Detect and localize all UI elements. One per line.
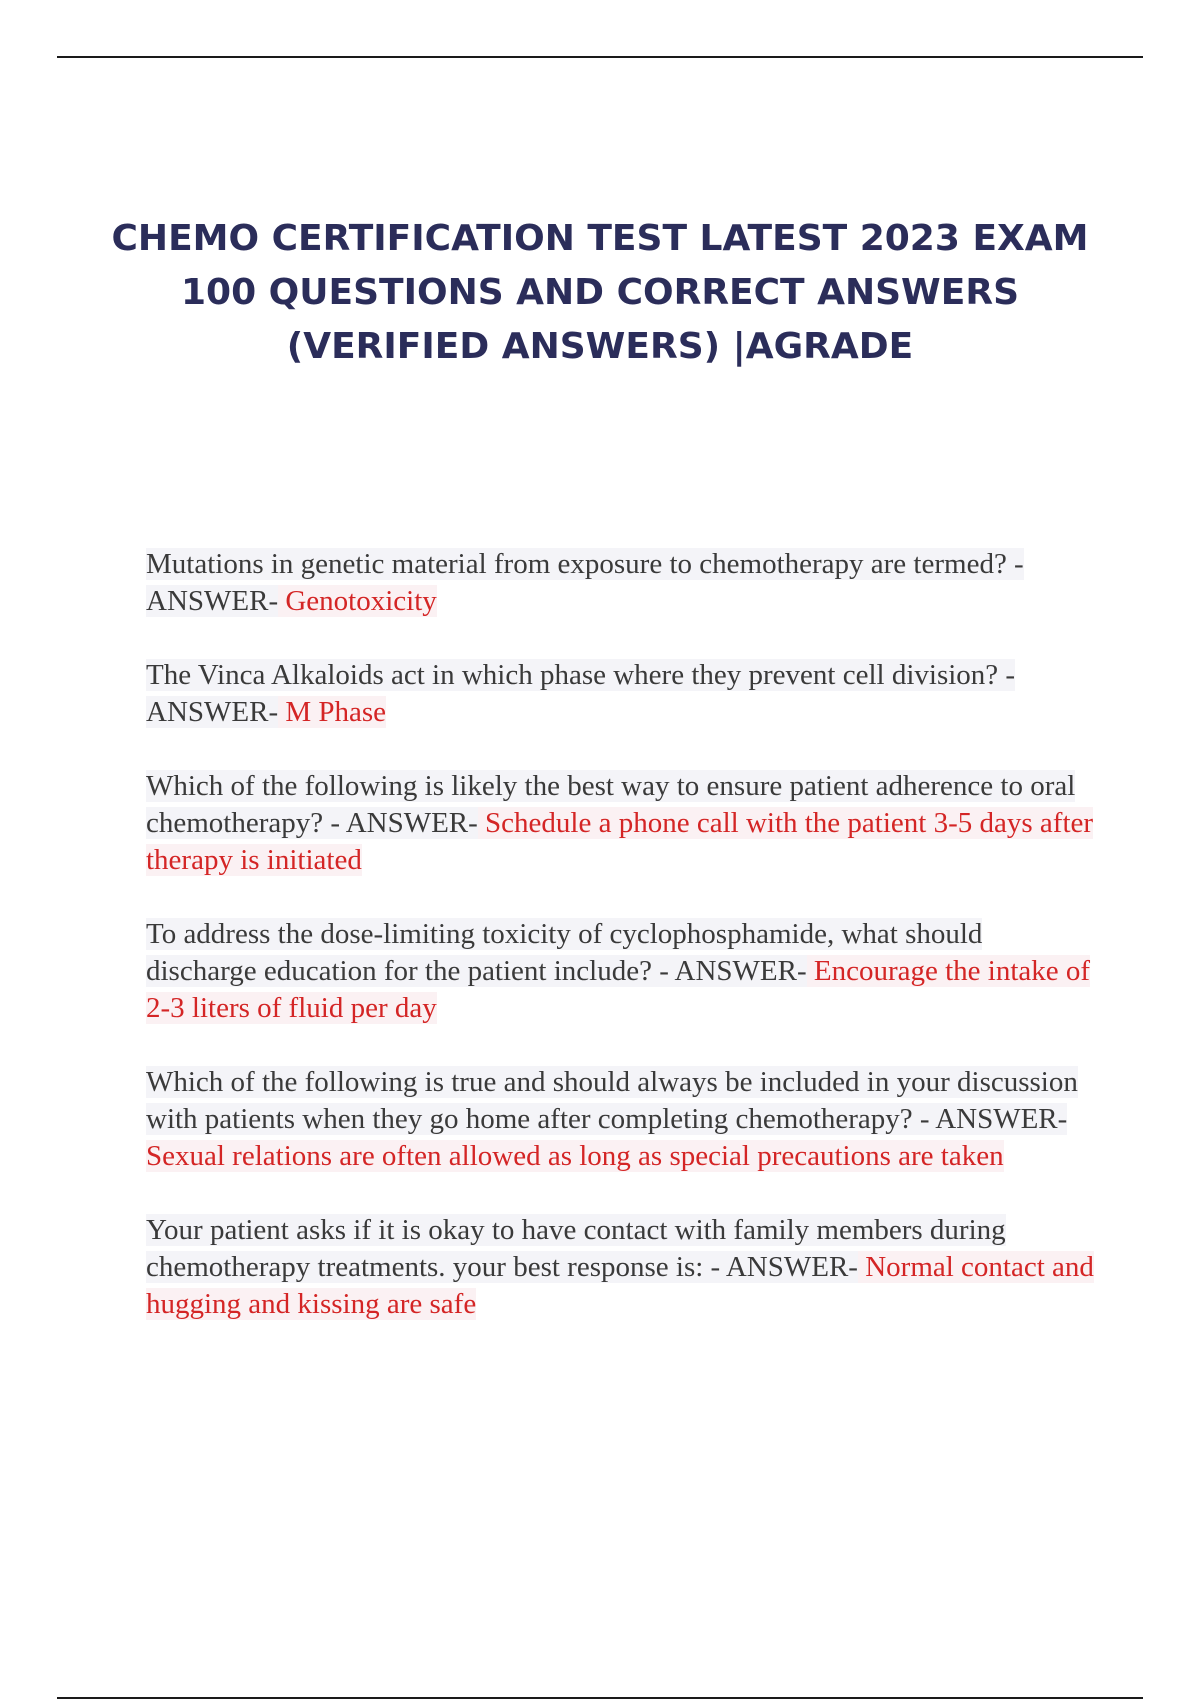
qa-item bbox=[146, 546, 1096, 620]
question-text: Your patient asks if it is okay to have contact with family members during chemotherapy treatments. your best response is: - bbox=[146, 1214, 1006, 1283]
answer-text: Genotoxicity bbox=[278, 585, 437, 617]
qa-item bbox=[146, 916, 1096, 1027]
question-text: The Vinca Alkaloids act in which phase where they prevent cell division? - bbox=[146, 659, 1016, 691]
top-divider bbox=[57, 56, 1143, 58]
answer-label: ANSWER- bbox=[725, 1251, 858, 1283]
answer-text: Sexual relations are often allowed as long as special precautions are taken bbox=[146, 1140, 1004, 1172]
answer-text: M Phase bbox=[278, 696, 387, 728]
answer-text: Normal contact and hugging and kissing are safe bbox=[146, 1251, 1094, 1320]
question-text: To address the dose-limiting toxicity of cyclophosphamide, what should discharge education for the patient include? - bbox=[146, 918, 983, 987]
answer-label: ANSWER- bbox=[674, 955, 807, 987]
qa-list bbox=[146, 546, 1096, 1323]
question-text: Which of the following is true and should always be included in your discussion with patients when they go home after completing chemotherapy? - bbox=[146, 1066, 1078, 1135]
title-line-3: (VERIFIED ANSWERS) |AGRADE bbox=[286, 326, 914, 367]
title-line-1: CHEMO CERTIFICATION TEST LATEST 2023 EXAM bbox=[111, 218, 1089, 259]
qa-item bbox=[146, 768, 1096, 879]
answer-text: Encourage the intake of 2-3 liters of fluid per day bbox=[146, 955, 1091, 1024]
qa-item bbox=[146, 1064, 1096, 1175]
question-text: Mutations in genetic material from exposure to chemotherapy are termed? - bbox=[146, 548, 1024, 580]
title-line-2: 100 QUESTIONS AND CORRECT ANSWERS bbox=[180, 272, 1020, 313]
bottom-divider bbox=[57, 1697, 1143, 1699]
answer-label: ANSWER- bbox=[935, 1103, 1068, 1135]
qa-item bbox=[146, 1212, 1096, 1323]
answer-text: Schedule a phone call with the patient 3-5 days after therapy is initiated bbox=[146, 807, 1094, 876]
answer-label: ANSWER- bbox=[146, 696, 279, 728]
answer-label: ANSWER- bbox=[146, 585, 279, 617]
qa-item bbox=[146, 657, 1096, 731]
answer-label: ANSWER- bbox=[345, 807, 478, 839]
document-title bbox=[100, 212, 1100, 374]
question-text: Which of the following is likely the best way to ensure patient adherence to oral chemotherapy? - bbox=[146, 770, 1076, 839]
